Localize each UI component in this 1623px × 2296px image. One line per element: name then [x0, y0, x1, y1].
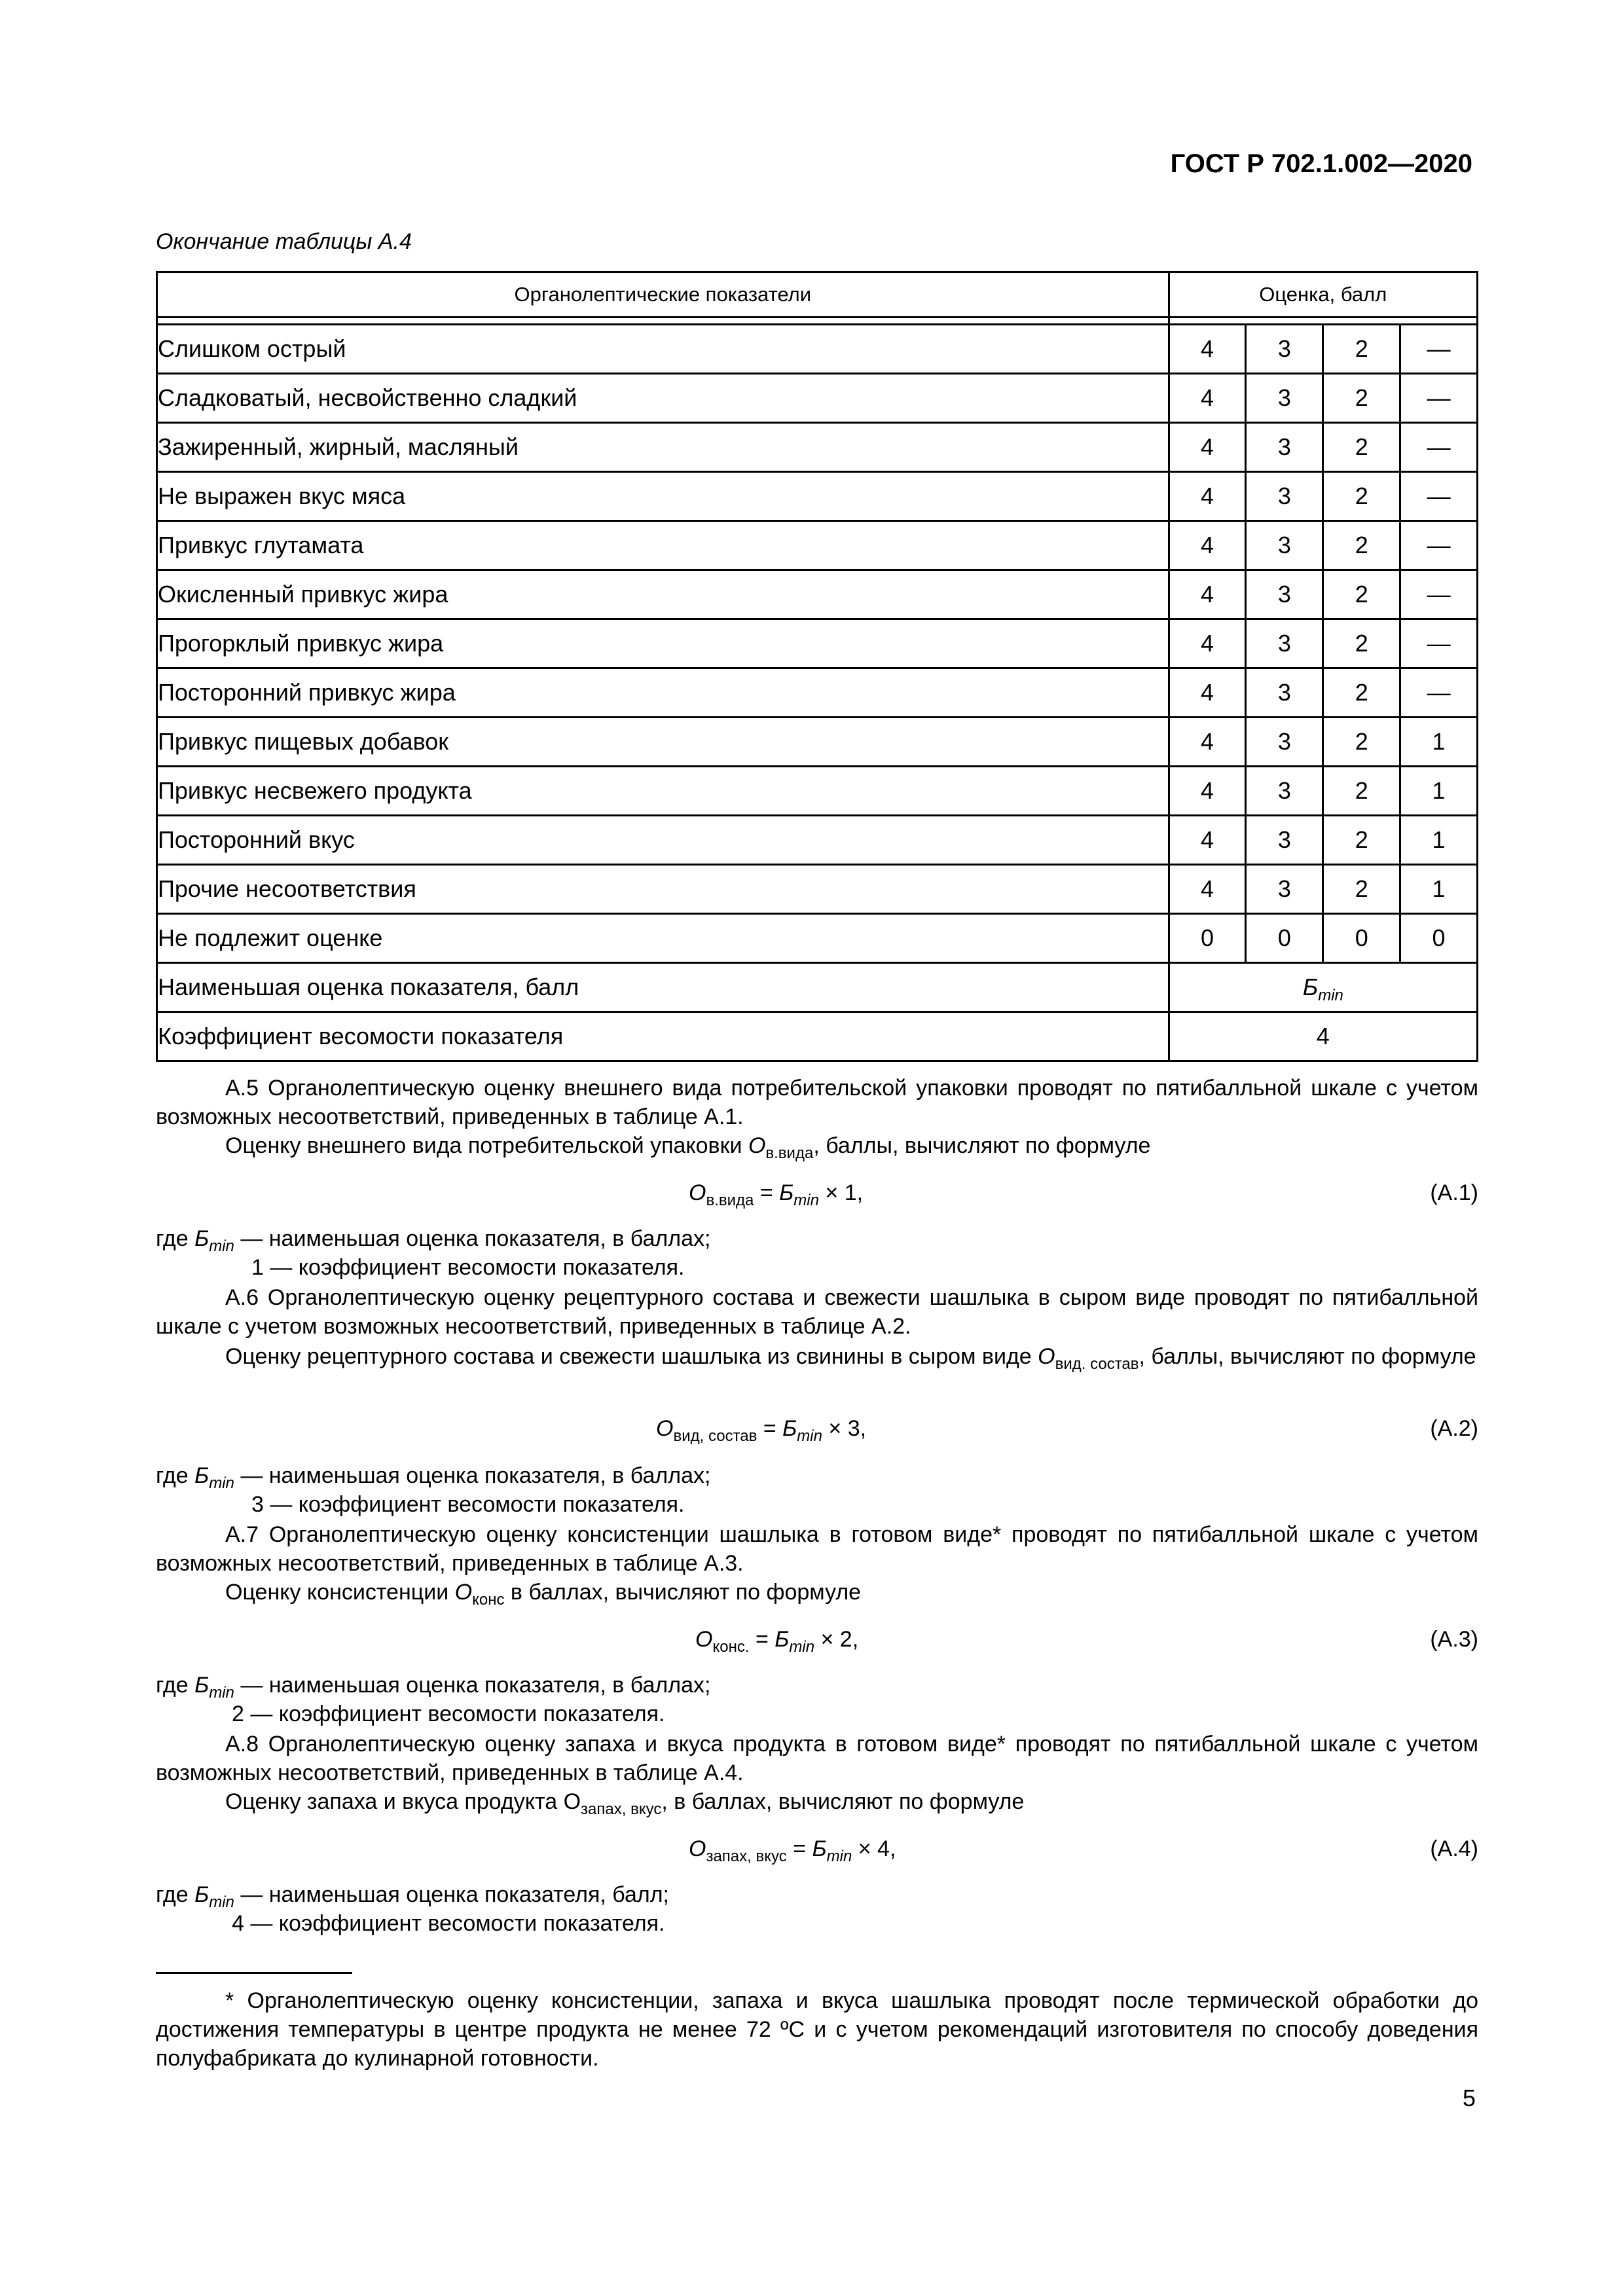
table-body	[157, 325, 1478, 963]
footnote-separator	[156, 1972, 352, 1974]
formula-a2: $О_{вид, состав} = Б_{min} \times 3$,	[656, 1416, 867, 1445]
where-a2: где $Б_{min}$ — наименьшая оценка показателя, в баллах;	[156, 1463, 711, 1492]
row-label: Сладковатый, несвойственно сладкий	[157, 374, 1169, 423]
row-label: Прогорклый привкус жира	[157, 619, 1169, 668]
para-a6: А.6 Органолептическую оценку рецептурного состава и свежести шашлыка в сыром виде проводят по пятибалльной шкале с учетом возможных несоответствий, приведенных в таблице А.2.	[156, 1285, 1478, 1339]
score-cell: 3	[1246, 472, 1323, 521]
score-cell: 4	[1169, 668, 1246, 718]
where-a1: где $Б_{min}$ — наименьшая оценка показателя, в баллах;	[156, 1226, 711, 1255]
table-row	[157, 914, 1478, 963]
table-row	[157, 619, 1478, 668]
table-row-weight	[157, 1012, 1478, 1061]
score-cell: —	[1400, 325, 1478, 374]
row-label: Не подлежит оценке	[157, 914, 1169, 963]
row-label: Посторонний вкус	[157, 816, 1169, 865]
score-cell: 2	[1323, 570, 1400, 619]
table-row-min	[157, 963, 1478, 1012]
row-label: Слишком острый	[157, 325, 1169, 374]
row-label: Посторонний привкус жира	[157, 668, 1169, 718]
table-row	[157, 816, 1478, 865]
row-label: Не выражен вкус мяса	[157, 472, 1169, 521]
table-header-row	[157, 272, 1478, 318]
coef-a2: 3 — коэффициент весомости показателя.	[251, 1492, 685, 1517]
score-cell: —	[1400, 668, 1478, 718]
score-cell: 2	[1323, 423, 1400, 472]
table-row	[157, 570, 1478, 619]
score-cell: 4	[1169, 521, 1246, 570]
formula-a1: $О_{в.вида} = Б_{min} \times 1$,	[689, 1180, 864, 1209]
score-cell: —	[1400, 374, 1478, 423]
formula-a1-number: (А.1)	[1430, 1180, 1478, 1205]
row-label: Окисленный привкус жира	[157, 570, 1169, 619]
coef-a3: 2 — коэффициент весомости показателя.	[232, 1702, 665, 1726]
score-cell: 2	[1323, 325, 1400, 374]
formula-a3-number: (А.3)	[1430, 1627, 1478, 1652]
score-cell: 4	[1169, 472, 1246, 521]
score-cell: 2	[1323, 865, 1400, 914]
score-cell: 0	[1400, 914, 1478, 963]
score-cell: 0	[1169, 914, 1246, 963]
score-cell: 2	[1323, 619, 1400, 668]
score-cell: 0	[1323, 914, 1400, 963]
where-a4: где $Б_{min}$ — наименьшая оценка показателя, балл;	[156, 1882, 670, 1911]
score-cell: 2	[1323, 816, 1400, 865]
organoleptic-table	[156, 271, 1478, 1062]
score-cell: 3	[1246, 570, 1323, 619]
score-cell: 4	[1169, 718, 1246, 767]
para-a7: А.7 Органолептическую оценку консистенции шашлыка в готовом виде* проводят по пятибалльной шкале с учетом возможных несоответствий, приведенных в таблице А.3.	[156, 1522, 1478, 1576]
min-value: $Б_{min}$	[1169, 963, 1477, 1012]
score-cell: 3	[1246, 718, 1323, 767]
score-cell: 3	[1246, 619, 1323, 668]
formula-a4: $О_{запах, вкус} = Б_{min} \times 4$,	[689, 1836, 896, 1865]
coef-a1: 1 — коэффициент весомости показателя.	[251, 1255, 685, 1280]
score-cell: 4	[1169, 865, 1246, 914]
row-label: Зажиренный, жирный, масляный	[157, 423, 1169, 472]
table-row	[157, 668, 1478, 718]
score-cell: 1	[1400, 718, 1478, 767]
score-cell: 4	[1169, 619, 1246, 668]
row-label: Привкус пищевых добавок	[157, 718, 1169, 767]
score-cell: 3	[1246, 865, 1323, 914]
score-cell: 3	[1246, 325, 1323, 374]
table-row	[157, 767, 1478, 816]
table-row	[157, 472, 1478, 521]
table-row	[157, 718, 1478, 767]
score-cell: 2	[1323, 374, 1400, 423]
table-row	[157, 374, 1478, 423]
header-indicators: Органолептические показатели	[157, 272, 1169, 318]
score-cell: 4	[1169, 816, 1246, 865]
coef-a4: 4 — коэффициент весомости показателя.	[232, 1911, 665, 1936]
score-cell: 4	[1169, 570, 1246, 619]
formula-a3: $О_{конс.} = Б_{min} \times 2$,	[695, 1627, 859, 1656]
para-a5: А.5 Органолептическую оценку внешнего вида потребительской упаковки проводят по пятибалльной шкале с учетом возможных несоответствий, приведенных в таблице А.1.	[156, 1076, 1478, 1129]
score-cell: 4	[1169, 325, 1246, 374]
para-a8: А.8 Органолептическую оценку запаха и вкуса продукта в готовом виде* проводят по пятибалльной шкале с учетом возможных несоответствий, приведенных в таблице А.4.	[156, 1732, 1478, 1785]
table-row	[157, 521, 1478, 570]
header-gap-row	[157, 318, 1478, 325]
score-cell: 1	[1400, 816, 1478, 865]
row-label: Привкус несвежего продукта	[157, 767, 1169, 816]
page-number: 5	[1462, 2085, 1476, 2111]
weight-label: Коэффициент весомости показателя	[157, 1012, 1169, 1061]
score-cell: 3	[1246, 374, 1323, 423]
document-code: ГОСТ Р 702.1.002—2020	[1170, 149, 1472, 178]
score-cell: 1	[1400, 865, 1478, 914]
formula-a2-number: (А.2)	[1430, 1416, 1478, 1441]
score-cell: 2	[1323, 521, 1400, 570]
score-cell: 3	[1246, 816, 1323, 865]
header-score: Оценка, балл	[1169, 272, 1477, 318]
score-cell: 3	[1246, 521, 1323, 570]
score-cell: —	[1400, 423, 1478, 472]
score-cell: 0	[1246, 914, 1323, 963]
score-cell: 4	[1169, 423, 1246, 472]
para-a8-formula-intro: Оценку запаха и вкуса продукта $О_{запах, вкус}$, в баллах, вычисляют по формуле	[225, 1789, 1025, 1818]
score-cell: 2	[1323, 668, 1400, 718]
where-a3: где $Б_{min}$ — наименьшая оценка показателя, в баллах;	[156, 1673, 711, 1702]
score-cell: 3	[1246, 668, 1323, 718]
score-cell: —	[1400, 570, 1478, 619]
score-cell: 3	[1246, 767, 1323, 816]
formula-a4-number: (А.4)	[1430, 1836, 1478, 1861]
score-cell: 2	[1323, 767, 1400, 816]
score-cell: 3	[1246, 423, 1323, 472]
para-a7-formula-intro: Оценку консистенции $О_{конс}$ в баллах, вычисляют по формуле	[225, 1580, 862, 1609]
score-cell: —	[1400, 472, 1478, 521]
score-cell: 2	[1323, 718, 1400, 767]
table-row	[157, 325, 1478, 374]
score-cell: 4	[1169, 767, 1246, 816]
para-a6-formula-intro: Оценку рецептурного состава и свежести шашлыка из свинины в сыром виде $О_{вид. состав}$, баллы, вычисляют по формуле	[225, 1344, 1476, 1373]
score-cell: 2	[1323, 472, 1400, 521]
score-cell: 4	[1169, 374, 1246, 423]
table-row	[157, 423, 1478, 472]
row-label: Прочие несоответствия	[157, 865, 1169, 914]
para-a5-formula-intro: Оценку внешнего вида потребительской упаковки $О_{в.вида}$, баллы, вычисляют по формуле	[225, 1133, 1151, 1162]
table-row	[157, 865, 1478, 914]
footnote: * Органолептическую оценку консистенции, запаха и вкуса шашлыка проводят после термической обработки до достижения температуры в центре продукта не менее 72 ºС и с учетом рекомендаций изготовителя по способу доведения полуфабриката до кулинарной готовности.	[156, 1988, 1478, 2071]
score-cell: 1	[1400, 767, 1478, 816]
row-label: Привкус глутамата	[157, 521, 1169, 570]
score-cell: —	[1400, 521, 1478, 570]
weight-value: 4	[1169, 1012, 1477, 1061]
score-cell: —	[1400, 619, 1478, 668]
table-caption: Окончание таблицы А.4	[156, 229, 412, 254]
min-label: Наименьшая оценка показателя, балл	[157, 963, 1169, 1012]
